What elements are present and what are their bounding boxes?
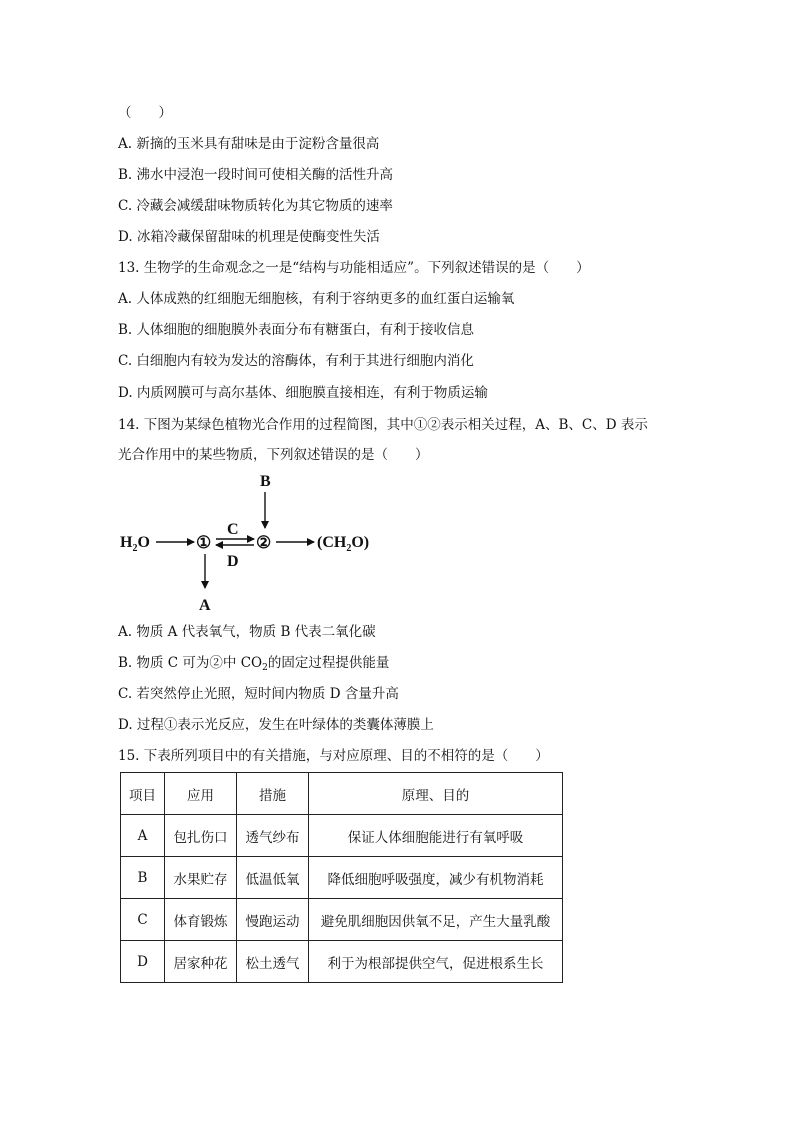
q12-option-c: C. 冷藏会减缓甜味物质转化为其它物质的速率 [118, 198, 393, 214]
table-header-cell: 原理、目的 [309, 773, 563, 815]
table-row [121, 899, 563, 941]
q14-stem-line2: 光合作用中的某些物质，下列叙述错误的是（ ） [118, 447, 429, 463]
q14-option-c: C. 若突然停止光照，短时间内物质 D 含量升高 [118, 686, 399, 702]
q13-option-d: D. 内质网膜可与高尔基体、细胞膜直接相连，有利于物质运输 [118, 385, 488, 401]
label-b: B [260, 473, 271, 490]
table-header-cell: 项目 [121, 773, 165, 815]
q12-option-d: D. 冰箱冷藏保留甜味的机理是使酶变性失活 [118, 229, 380, 245]
table-cell: 松土透气 [237, 941, 309, 983]
table-cell: 透气纱布 [237, 815, 309, 857]
table-cell: 居家种花 [165, 941, 237, 983]
table-header-cell: 应用 [165, 773, 237, 815]
table-cell: 体育锻炼 [165, 899, 237, 941]
q15-table [120, 772, 563, 983]
step1-symbol: ① [196, 533, 212, 552]
table-cell: D [121, 941, 165, 983]
table-row [121, 815, 563, 857]
table-cell: 保证人体细胞能进行有氧呼吸 [309, 815, 563, 857]
table-cell: 降低细胞呼吸强度，减少有机物消耗 [309, 857, 563, 899]
q12-answer-bracket: （ ） [118, 105, 172, 121]
q14-option-d: D. 过程①表示光反应，发生在叶绿体的类囊体薄膜上 [118, 717, 434, 733]
q12-option-b: B. 沸水中浸泡一段时间可使相关酶的活性升高 [118, 167, 394, 183]
q13-option-c: C. 白细胞内有较为发达的溶酶体，有利于其进行细胞内消化 [118, 353, 474, 369]
q14-stem-line1: 14. 下图为某绿色植物光合作用的过程简图，其中①②表示相关过程，A、B、C、D 表示 [118, 417, 648, 433]
q13-option-b: B. 人体细胞的细胞膜外表面分布有糖蛋白，有利于接收信息 [118, 322, 475, 338]
q12-option-a: A. 新摘的玉米具有甜味是由于淀粉含量很高 [118, 136, 380, 152]
table-header-cell: 措施 [237, 773, 309, 815]
step2-symbol: ② [256, 533, 272, 552]
q13-stem: 13. 生物学的生命观念之一是“结构与功能相适应”。下列叙述错误的是（ ） [118, 260, 590, 276]
table-row [121, 941, 563, 983]
table-cell: 避免肌细胞因供氧不足，产生大量乳酸 [309, 899, 563, 941]
h2o-label: $H_2O$ [120, 534, 150, 554]
label-c: C [227, 521, 239, 538]
q14-option-b: B. 物质 C 可为②中 $CO_2$的固定过程提供能量 [118, 655, 390, 673]
label-a: A [199, 597, 211, 614]
table-cell: C [121, 899, 165, 941]
table-row [121, 857, 563, 899]
photosynthesis-diagram [118, 472, 408, 617]
q13-option-a: A. 人体成熟的红细胞无细胞核，有利于容纳更多的血红蛋白运输氧 [118, 291, 515, 307]
label-d: D [227, 553, 239, 570]
table-header-row [121, 773, 563, 815]
table-cell: 利于为根部提供空气，促进根系生长 [309, 941, 563, 983]
table-cell: 包扎伤口 [165, 815, 237, 857]
table-cell: A [121, 815, 165, 857]
table-cell: B [121, 857, 165, 899]
table-cell: 水果贮存 [165, 857, 237, 899]
product-label: $(CH_2O)$ [317, 534, 370, 554]
q15-stem: 15. 下表所列项目中的有关措施，与对应原理、目的不相符的是（ ） [118, 748, 549, 764]
table-cell: 慢跑运动 [237, 899, 309, 941]
table-cell: 低温低氧 [237, 857, 309, 899]
q14-option-a: A. 物质 A 代表氧气，物质 B 代表二氧化碳 [118, 624, 376, 640]
